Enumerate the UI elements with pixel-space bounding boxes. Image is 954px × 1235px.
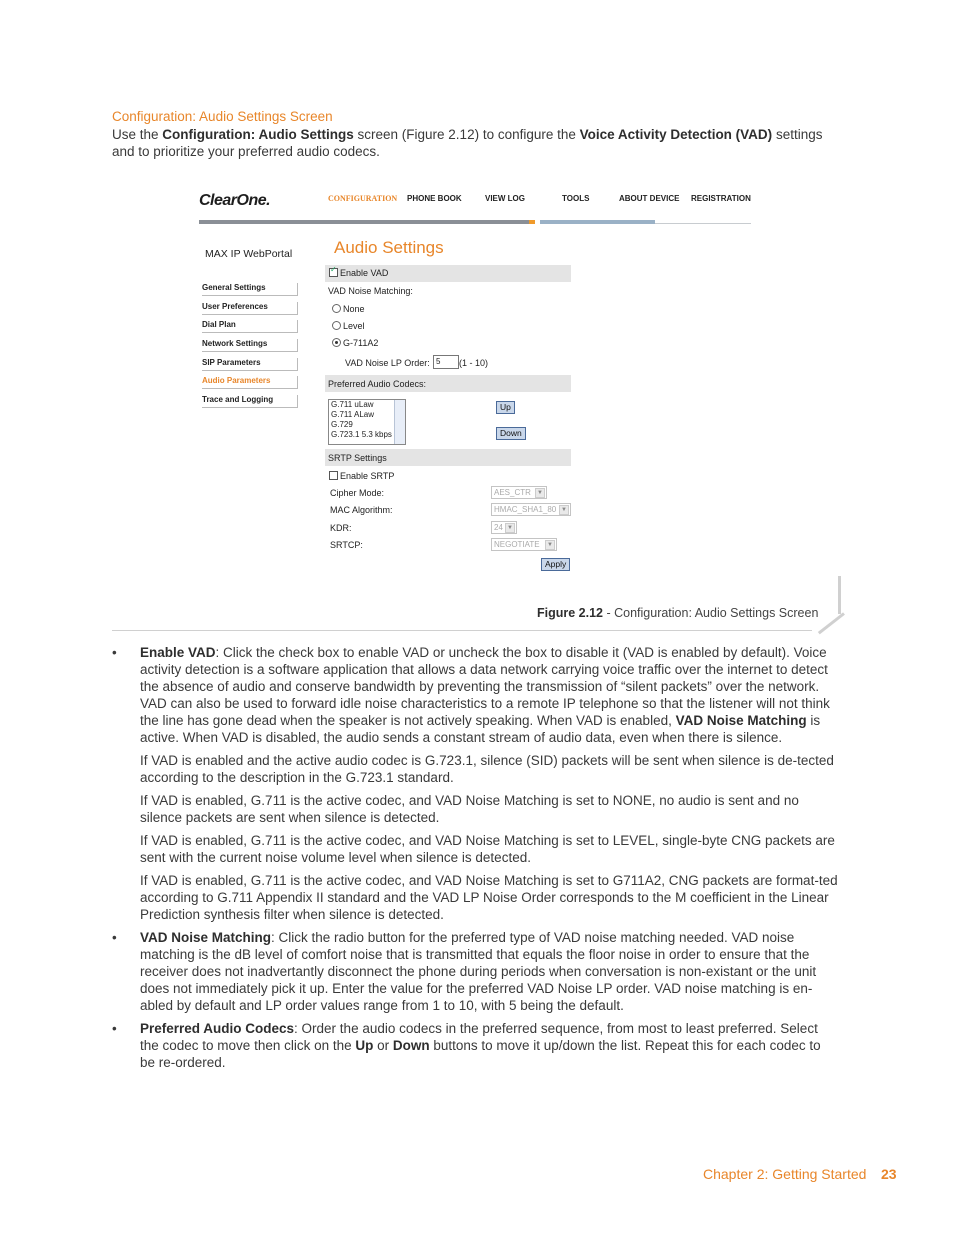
radio-g711a2[interactable]: [332, 338, 341, 347]
chevron-down-icon: ▼: [535, 488, 545, 498]
srtcp-value: NEGOTIATE: [494, 540, 540, 549]
kdr-select[interactable]: [491, 521, 517, 534]
mac-algorithm-value: HMAC_SHA1_80: [494, 505, 557, 514]
audio-settings-title: Audio Settings: [334, 238, 444, 257]
bullet-vad-noise-matching: • VAD Noise Matching: Click the radio button for the preferred type of VAD noise matching needed. VAD noise matching is the dB level of comfort noise that is transmitted that equals the floor noise in order to ensure that the receiver does not inadvertantly disconnect the phone during periods when conversation is non-existant or the unit does not immediately pick it up. Enter the value for the preferred VAD Noise LP order. VAD noise matching is en-abled by default and LP order values range from 1 to 10, with 5 being the default.: [112, 930, 817, 1013]
srtp-settings-label: SRTP Settings: [328, 453, 387, 463]
codec-option[interactable]: G.729: [331, 420, 353, 429]
chevron-down-icon: ▼: [559, 505, 569, 515]
portal-title: MAX IP WebPortal: [205, 248, 293, 260]
sidebar-item-dial-plan[interactable]: Dial Plan: [202, 320, 298, 333]
nav-bar-line: [655, 223, 751, 224]
bullet-dot: •: [112, 645, 117, 660]
nav-tools[interactable]: TOOLS: [562, 194, 590, 203]
radio-g711a2-row[interactable]: [332, 338, 378, 348]
radio-none-row[interactable]: [332, 304, 365, 314]
preferred-codecs-label: Preferred Audio Codecs:: [328, 379, 427, 389]
codec-listbox-scrollbar[interactable]: [394, 400, 405, 444]
lp-order-range: (1 - 10): [459, 358, 489, 368]
codec-listbox[interactable]: [328, 399, 406, 445]
cipher-mode-value: AES_CTR: [494, 488, 531, 497]
figure-border-bottom: [112, 630, 812, 631]
codec-option[interactable]: G.711 ALaw: [331, 410, 374, 419]
apply-button[interactable]: Apply: [541, 558, 570, 571]
sidebar-item-network-settings[interactable]: Network Settings: [202, 339, 298, 352]
enable-vad-label: Enable VAD: [340, 268, 389, 278]
lp-order-label: VAD Noise LP Order:: [345, 358, 430, 368]
radio-none[interactable]: [332, 304, 341, 313]
mac-algorithm-select[interactable]: [491, 503, 571, 516]
enable-srtp-checkbox[interactable]: [329, 471, 338, 480]
intro-paragraph: Use the Configuration: Audio Settings screen (Figure 2.12) to configure the Voice Activity Detection (VAD) settings and to prioritize your preferred audio codecs.: [112, 127, 823, 159]
chevron-down-icon: ▼: [505, 523, 515, 533]
figure-border: [838, 576, 841, 614]
enable-vad-checkbox[interactable]: [329, 268, 338, 277]
footer-chapter: Chapter 2: Getting Started: [703, 1166, 867, 1182]
enable-srtp-label: Enable SRTP: [340, 471, 395, 481]
srtcp-select[interactable]: [491, 538, 557, 551]
sidebar-item-general-settings[interactable]: General Settings: [202, 283, 298, 296]
radio-level-label: Level: [343, 321, 365, 331]
bullet-list: [112, 644, 839, 1077]
bullet-dot: •: [112, 930, 117, 945]
lp-order-input[interactable]: 5: [433, 355, 459, 369]
vad-paragraph-2: If VAD is enabled, G.711 is the active codec, and VAD Noise Matching is set to NONE, no audio is sent and no silence packets are sent when silence is detected.: [140, 793, 799, 825]
cipher-mode-select[interactable]: [491, 486, 547, 499]
vad-noise-matching-label: VAD Noise Matching:: [328, 286, 413, 296]
bullet-preferred-codecs: • Preferred Audio Codecs: Order the audio codecs in the preferred sequence, from most to least preferred. Select the codec to move then click on the Up or Down buttons to move it up/down the list. Repeat this for each codec to be re-ordered.: [112, 1021, 821, 1070]
vad-paragraph-3: If VAD is enabled, G.711 is the active codec, and VAD Noise Matching is set to LEVEL, single-byte CNG packets are sent with the current noise volume level when silence is detected.: [140, 833, 835, 865]
sidebar-item-audio-parameters[interactable]: Audio Parameters: [202, 376, 298, 389]
mac-algorithm-label: MAC Algorithm:: [330, 505, 393, 515]
nav-bar-grey: [199, 220, 529, 224]
srtcp-label: SRTCP:: [330, 540, 363, 550]
enable-srtp-row[interactable]: [329, 471, 394, 481]
cipher-mode-label: Cipher Mode:: [330, 488, 385, 498]
nav-configuration[interactable]: CONFIGURATION: [328, 194, 398, 203]
chevron-down-icon: ▼: [545, 540, 555, 550]
sidebar-item-trace-and-logging[interactable]: Trace and Logging: [202, 395, 298, 408]
audio-settings-screenshot: [195, 180, 755, 580]
up-button[interactable]: Up: [496, 401, 515, 414]
down-button[interactable]: Down: [496, 427, 526, 440]
sidebar-item-sip-parameters[interactable]: SIP Parameters: [202, 358, 298, 371]
codec-option[interactable]: G.711 uLaw: [331, 400, 374, 409]
radio-level-row[interactable]: [332, 321, 365, 331]
enable-vad-row[interactable]: [329, 268, 388, 278]
clearone-logo: ClearOne.: [199, 192, 271, 209]
nav-phone-book[interactable]: PHONE BOOK: [407, 194, 462, 203]
nav-registration[interactable]: REGISTRATION: [691, 194, 751, 203]
bullet-enable-vad: • Enable VAD: Click the check box to enable VAD or uncheck the box to disable it (VAD is enabled by default). Voice activity detection is a software application that allows a data network carrying voice traffic over the internet to detect the absence of audio and conserve bandwidth by preventing the transmission of “silent packets” over the network. VAD can also be used to forward idle noise characteristics to a remote IP telephone so that the listener will not think the line has gone dead when the speaker is not actively speaking. When VAD is enabled, VAD Noise Matching is active. When VAD is disabled, the audio sends a constant stream of audio data, even when there is silence.: [112, 645, 830, 745]
vad-paragraph-1: If VAD is enabled and the active audio codec is G.723.1, silence (SID) packets will be sent when silence is de-tected according to the description in the G.723.1 standard.: [140, 753, 834, 785]
figure-caption: Figure 2.12 - Configuration: Audio Settings Screen: [537, 606, 819, 620]
radio-none-label: None: [343, 304, 365, 314]
sidebar-item-user-preferences[interactable]: User Preferences: [202, 302, 298, 315]
codec-option[interactable]: G.723.1 5.3 kbps: [331, 430, 392, 439]
section-title: Configuration: Audio Settings Screen: [112, 109, 333, 124]
nav-bar-orange: [529, 220, 535, 224]
nav-about-device[interactable]: ABOUT DEVICE: [619, 194, 680, 203]
nav-view-log[interactable]: VIEW LOG: [485, 194, 525, 203]
footer-page-number: 23: [881, 1166, 897, 1182]
vad-paragraph-4: If VAD is enabled, G.711 is the active codec, and VAD Noise Matching is set to G711A2, CNG packets are format-ted according to G.711 Appendix II standard and the VAD LP Noise Order corresponds to the M coefficient in the Linear Prediction synthesis filter when silence is detected.: [140, 873, 838, 922]
radio-level[interactable]: [332, 321, 341, 330]
nav-bar-blue: [540, 220, 655, 224]
figure-border-corner: [818, 612, 845, 634]
kdr-value: 24: [494, 523, 503, 532]
radio-g711a2-label: G-711A2: [343, 338, 379, 348]
bullet-dot: •: [112, 1021, 117, 1036]
kdr-label: KDR:: [330, 523, 352, 533]
